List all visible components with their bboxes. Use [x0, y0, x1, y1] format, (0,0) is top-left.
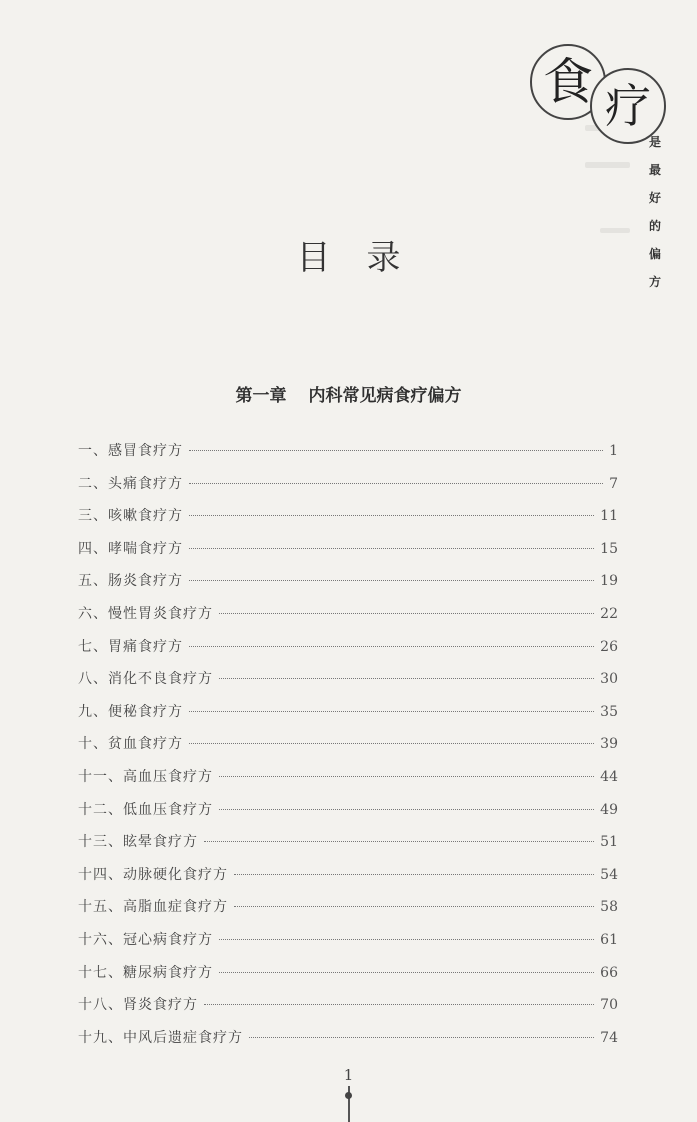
chapter-heading — [0, 381, 697, 406]
toc-leader-dots — [219, 939, 594, 940]
toc-leader-dots — [219, 776, 594, 777]
toc-entry[interactable] — [78, 831, 618, 864]
toc-entry[interactable] — [78, 962, 618, 995]
toc-entry-label: 十五、高脂血症食疗方 — [78, 899, 228, 916]
toc-entry-page: 26 — [600, 638, 618, 655]
toc-entry-label: 十四、动脉硬化食疗方 — [78, 866, 228, 883]
toc-entry[interactable] — [78, 1027, 618, 1060]
toc-entry[interactable] — [78, 473, 618, 506]
toc-entry-page: 11 — [600, 508, 618, 525]
toc-entry-label: 十、贫血食疗方 — [78, 736, 183, 753]
toc-entry[interactable] — [78, 994, 618, 1027]
toc-entry-label: 五、肠炎食疗方 — [78, 573, 183, 590]
toc-entry-page: 54 — [600, 866, 618, 883]
toc-leader-dots — [189, 646, 594, 647]
toc-entry-page: 39 — [600, 736, 618, 753]
toc-leader-dots — [249, 1037, 594, 1038]
bleed-through-mark — [585, 162, 630, 168]
toc-entry-page: 1 — [609, 443, 618, 459]
toc-entry-label: 九、便秘食疗方 — [78, 703, 183, 720]
toc-leader-dots — [204, 841, 594, 842]
page-title: 目录 — [296, 238, 437, 278]
toc-entry-label: 六、慢性胃炎食疗方 — [78, 605, 213, 622]
toc-entry-page: 70 — [600, 997, 618, 1014]
toc-entry-label: 十一、高血压食疗方 — [78, 768, 213, 785]
toc-entry-label: 十三、眩晕食疗方 — [78, 834, 198, 851]
toc-entry-page: 74 — [600, 1029, 618, 1046]
slogan-char: 方 — [648, 275, 661, 289]
toc-leader-dots — [189, 548, 594, 549]
toc-list — [78, 440, 618, 1059]
toc-entry-label: 四、哮喘食疗方 — [78, 540, 183, 557]
toc-entry[interactable] — [78, 799, 618, 832]
brand-char-food: 食 — [543, 53, 593, 111]
toc-leader-dots — [219, 972, 594, 973]
toc-entry-label: 十二、低血压食疗方 — [78, 801, 213, 818]
slogan-char: 偏 — [648, 247, 661, 261]
toc-entry-label: 三、咳嗽食疗方 — [78, 508, 183, 525]
slogan-char: 是 — [648, 135, 661, 149]
toc-entry-page: 49 — [600, 801, 618, 818]
toc-entry-label: 十六、冠心病食疗方 — [78, 931, 213, 948]
toc-entry-page: 19 — [600, 573, 618, 590]
toc-entry[interactable] — [78, 896, 618, 929]
slogan-char: 最 — [648, 163, 661, 177]
toc-entry-page: 35 — [600, 703, 618, 720]
toc-entry-page: 22 — [600, 605, 618, 622]
toc-entry-label: 十七、糖尿病食疗方 — [78, 964, 213, 981]
chapter-title: 内科常见病食疗偏方 — [308, 386, 462, 406]
toc-entry[interactable] — [78, 636, 618, 669]
toc-entry-page: 61 — [600, 931, 618, 948]
toc-entry[interactable] — [78, 733, 618, 766]
toc-leader-dots — [189, 711, 594, 712]
toc-entry-page: 58 — [600, 899, 618, 916]
page-number-dot — [345, 1092, 352, 1099]
toc-entry[interactable] — [78, 766, 618, 799]
toc-entry-label: 二、头痛食疗方 — [78, 475, 183, 492]
toc-entry[interactable] — [78, 505, 618, 538]
toc-entry[interactable] — [78, 668, 618, 701]
slogan-char: 好 — [648, 191, 661, 205]
toc-entry[interactable] — [78, 603, 618, 636]
toc-leader-dots — [219, 809, 594, 810]
toc-entry-label: 七、胃痛食疗方 — [78, 638, 183, 655]
toc-leader-dots — [189, 450, 603, 451]
toc-entry[interactable] — [78, 864, 618, 897]
toc-entry[interactable] — [78, 570, 618, 603]
toc-entry-label: 十八、肾炎食疗方 — [78, 997, 198, 1014]
toc-entry-page: 44 — [600, 768, 618, 785]
toc-entry[interactable] — [78, 538, 618, 571]
toc-leader-dots — [219, 678, 594, 679]
toc-entry[interactable] — [78, 701, 618, 734]
slogan-char: 的 — [648, 219, 661, 233]
toc-entry[interactable] — [78, 440, 618, 473]
toc-leader-dots — [189, 515, 594, 516]
toc-entry-label: 十九、中风后遗症食疗方 — [78, 1029, 243, 1046]
toc-leader-dots — [189, 743, 594, 744]
toc-entry-page: 51 — [600, 834, 618, 851]
toc-entry-page: 7 — [609, 475, 618, 492]
toc-entry-label: 一、感冒食疗方 — [78, 443, 183, 459]
toc-leader-dots — [189, 580, 594, 581]
toc-entry-page: 15 — [600, 540, 618, 557]
toc-entry-page: 66 — [600, 964, 618, 981]
toc-leader-dots — [234, 906, 594, 907]
toc-leader-dots — [204, 1004, 594, 1005]
toc-entry[interactable] — [78, 929, 618, 962]
chapter-label: 第一章 — [235, 386, 287, 406]
toc-entry-page: 30 — [600, 671, 618, 688]
brand-char-therapy: 疗 — [605, 79, 651, 133]
page-number: 1 — [343, 1066, 354, 1084]
toc-entry-label: 八、消化不良食疗方 — [78, 671, 213, 688]
toc-leader-dots — [219, 613, 594, 614]
toc-leader-dots — [234, 874, 594, 875]
toc-leader-dots — [189, 483, 603, 484]
